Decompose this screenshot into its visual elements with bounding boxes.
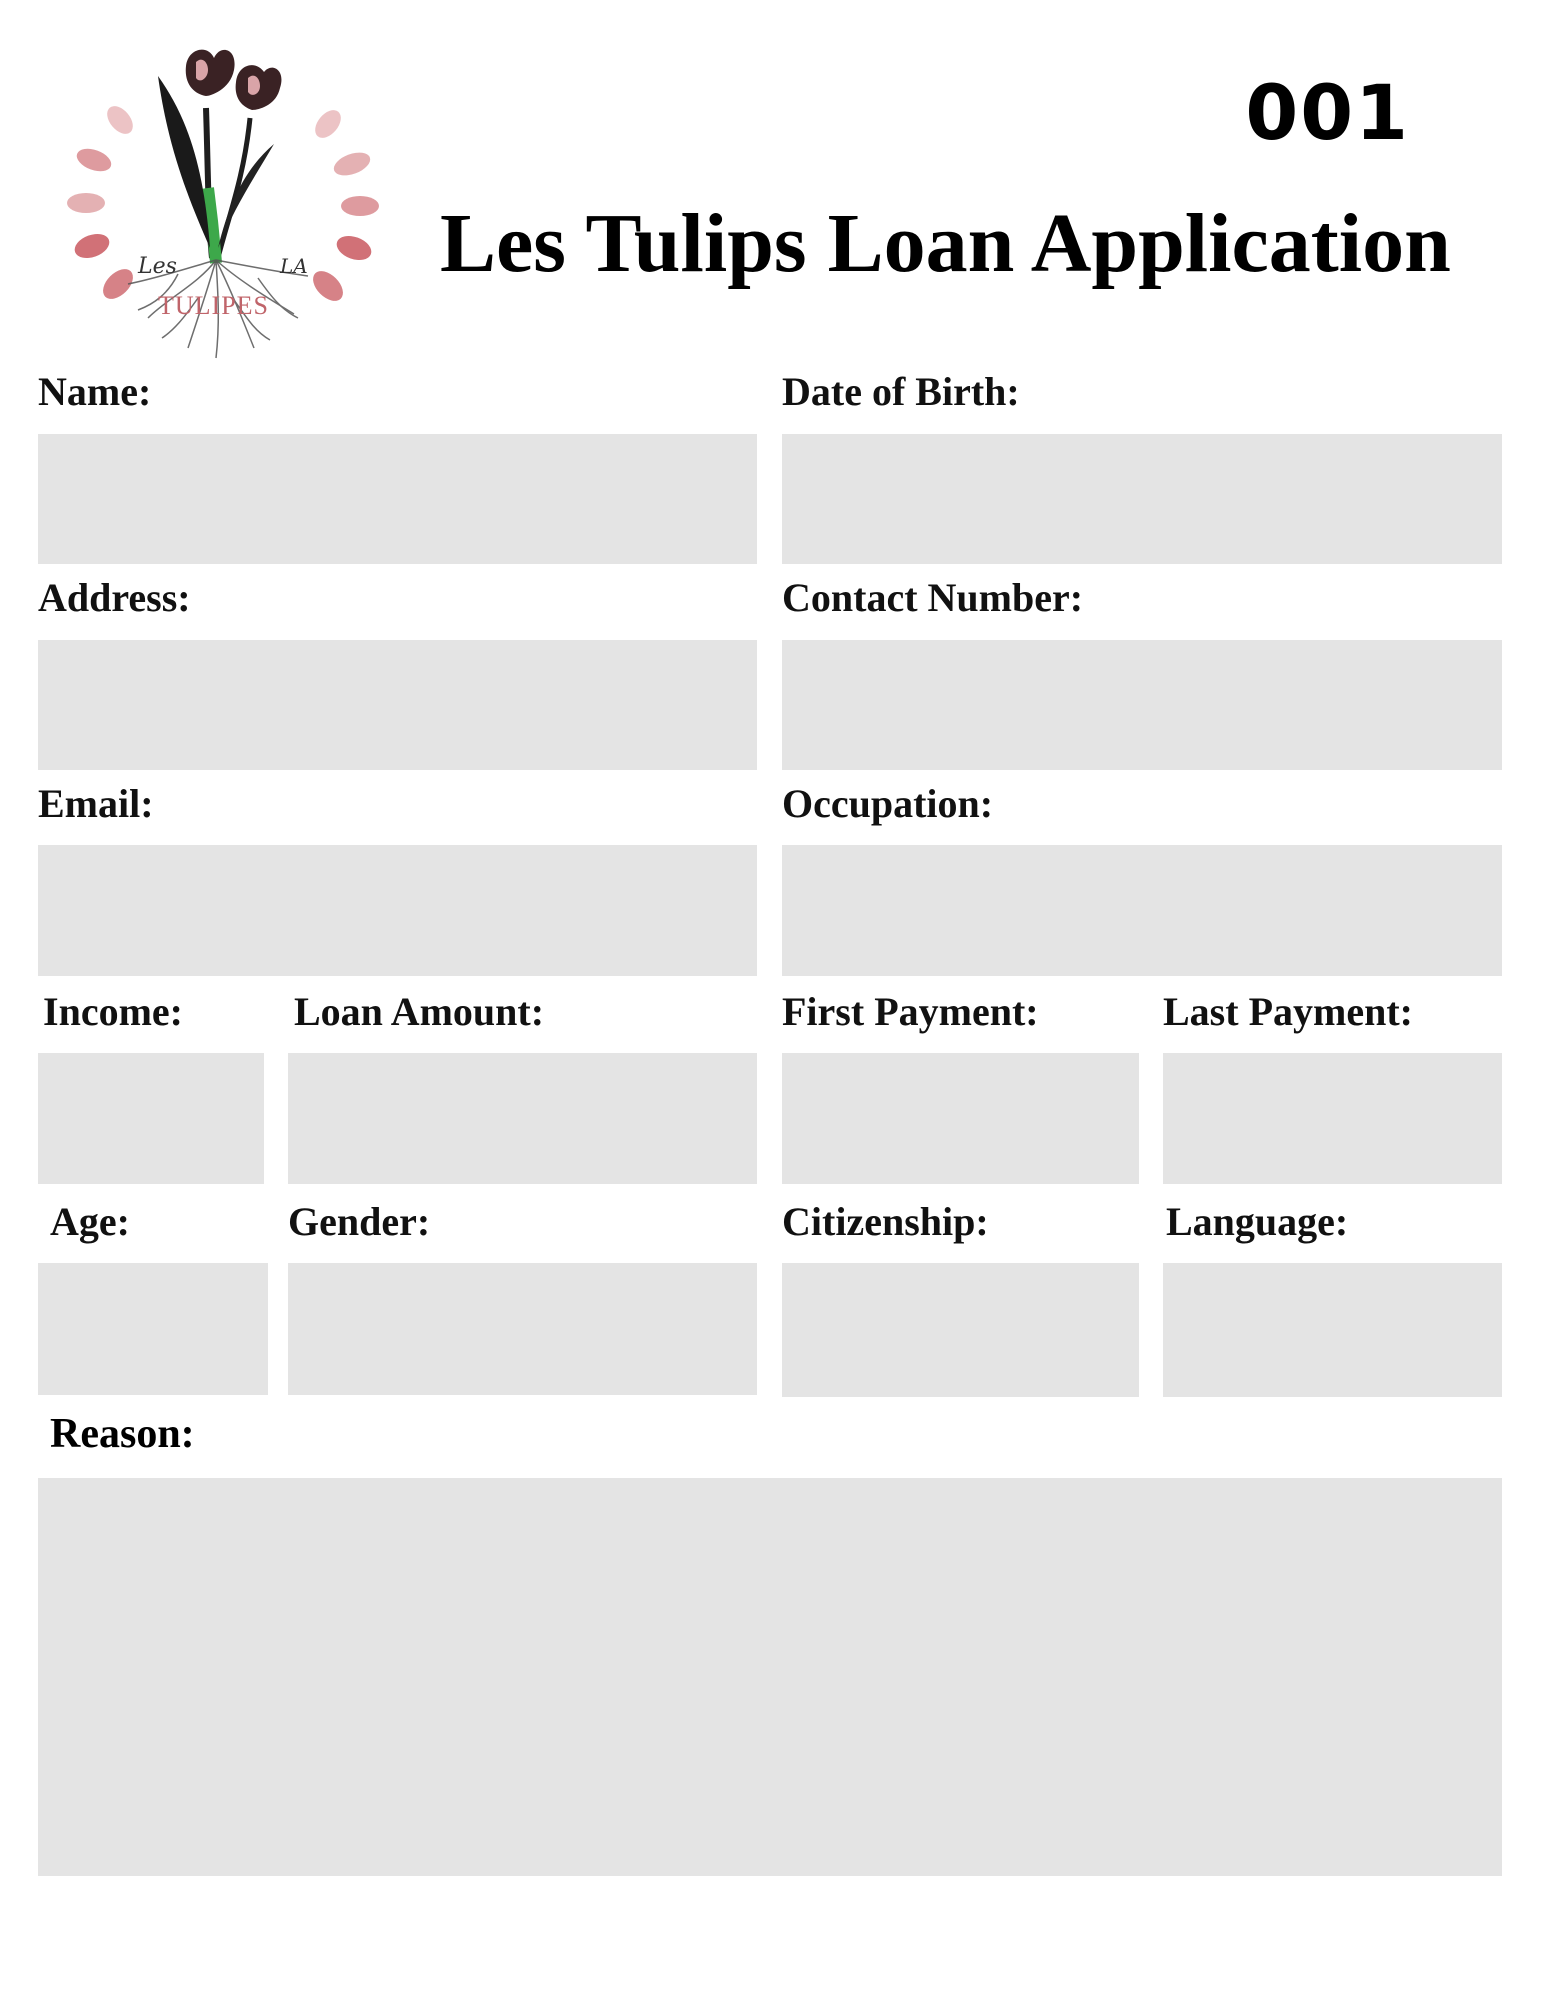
email-field[interactable] [38,845,757,976]
last-payment-label: Last Payment: [1163,989,1413,1034]
logo-script-right: LA [280,254,308,278]
contact-number-field[interactable] [782,640,1502,770]
logo-script-left: Les [138,254,177,279]
occupation-field[interactable] [782,845,1502,976]
language-field[interactable] [1163,1263,1502,1397]
application-number: 001 [1245,68,1410,157]
contact-number-label: Contact Number: [782,575,1084,620]
citizenship-field[interactable] [782,1263,1139,1397]
loan-amount-field[interactable] [288,1053,757,1184]
loan-amount-label: Loan Amount: [294,989,545,1034]
tulip-logo [58,48,398,378]
last-payment-field[interactable] [1163,1053,1502,1184]
email-label: Email: [38,781,154,826]
name-label: Name: [38,369,152,414]
occupation-label: Occupation: [782,781,994,826]
first-payment-label: First Payment: [782,989,1039,1034]
address-field[interactable] [38,640,757,770]
income-field[interactable] [38,1053,264,1184]
name-field[interactable] [38,434,757,564]
dob-field[interactable] [782,434,1502,564]
address-label: Address: [38,575,191,620]
dob-label: Date of Birth: [782,369,1020,414]
reason-label: Reason: [50,1411,195,1457]
logo-main-text: TULIPES [158,291,269,320]
income-label: Income: [43,989,183,1034]
age-field[interactable] [38,1263,268,1395]
age-label: Age: [50,1199,130,1244]
reason-field[interactable] [38,1478,1502,1876]
first-payment-field[interactable] [782,1053,1139,1184]
gender-field[interactable] [288,1263,757,1395]
citizenship-label: Citizenship: [782,1199,989,1244]
page-title: Les Tulips Loan Application [440,197,1451,290]
gender-label: Gender: [288,1199,431,1244]
language-label: Language: [1166,1199,1349,1244]
